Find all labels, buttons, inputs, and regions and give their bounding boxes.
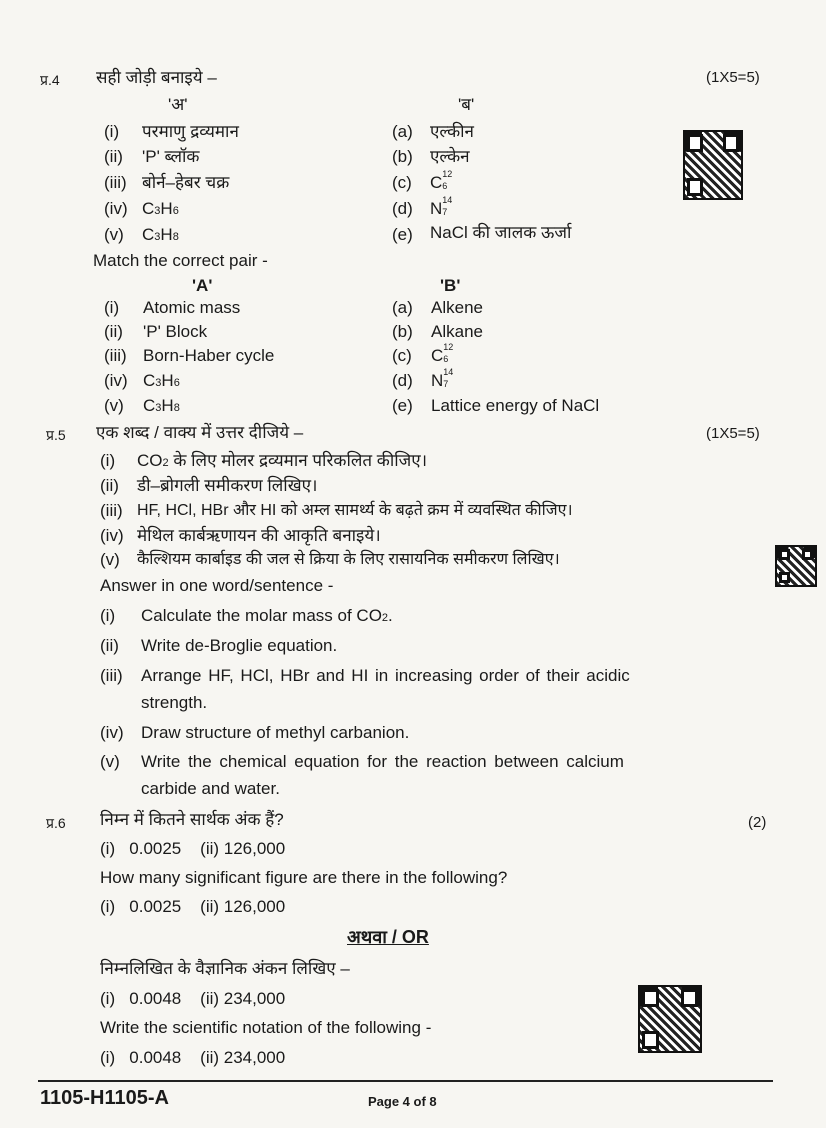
- row-item-a-formula: C3H8: [142, 225, 179, 244]
- row-item-b-nuclide: N 14 7: [430, 195, 453, 218]
- row-item-b-nuclide: C 12 6: [431, 342, 454, 365]
- item-number: (v): [100, 752, 120, 771]
- item-number: (iv): [100, 526, 124, 545]
- row-item-b: Alkene: [431, 298, 483, 317]
- row-number: (iv): [104, 371, 128, 390]
- row-number: (ii): [104, 322, 123, 341]
- item-text: Draw structure of methyl carbanion.: [141, 723, 410, 742]
- row-letter: (a): [392, 122, 413, 141]
- q6-alt-title-hindi: निम्नलिखित के वैज्ञानिक अंकन लिखिए –: [100, 959, 350, 978]
- paper-code: 1105-H1105-A: [40, 1087, 169, 1109]
- item-number: (v): [100, 550, 120, 569]
- item-number: (i): [100, 451, 116, 470]
- row-item-b: Alkane: [431, 322, 483, 341]
- row-letter: (d): [392, 371, 413, 390]
- row-item-b: एल्केन: [430, 147, 470, 166]
- row-item-a: Born-Haber cycle: [143, 346, 275, 365]
- item-text: Write the chemical equation for the reaction between calcium: [141, 752, 624, 771]
- q5-number: प्र.5: [46, 427, 66, 443]
- item-text: कैल्शियम कार्बाइड की जल से क्रिया के लिए रासायनिक समीकरण लिखिए।: [137, 551, 560, 568]
- row-item-b: एल्कीन: [430, 122, 474, 141]
- footer-divider: [38, 1080, 773, 1082]
- item-text: डी–ब्रोगली समीकरण लिखिए।: [137, 476, 318, 495]
- row-letter: (e): [392, 225, 413, 244]
- row-number: (iii): [104, 173, 127, 192]
- q6-title-english: How many significant figure are there in the following?: [100, 868, 508, 887]
- q6-values-hindi: (i) 0.0025 (ii) 126,000: [100, 839, 286, 858]
- row-item-a: 'P' Block: [143, 322, 208, 341]
- row-item-b: NaCl की जालक ऊर्जा: [430, 223, 572, 242]
- q6-alt-values-hindi: (i) 0.0048 (ii) 234,000: [100, 989, 286, 1008]
- or-separator: अथवा / OR: [347, 927, 429, 947]
- item-text: HF, HCl, HBr और HI को अम्ल सामर्थ्य के बढ़ते क्रम में व्यवस्थित कीजिए।: [137, 502, 573, 519]
- row-item-a-formula: C3H6: [142, 199, 179, 218]
- row-letter: (a): [392, 298, 413, 317]
- item-number: (iv): [100, 723, 124, 742]
- row-number: (i): [104, 298, 120, 317]
- q4-number: प्र.4: [40, 72, 60, 88]
- page-number: Page 4 of 8: [368, 1094, 437, 1109]
- row-item-a: परमाणु द्रव्यमान: [142, 122, 239, 141]
- q5-title-hindi: एक शब्द / वाक्य में उत्तर दीजिये –: [96, 423, 304, 442]
- q6-values-english: (i) 0.0025 (ii) 126,000: [100, 897, 286, 916]
- row-number: (v): [104, 225, 124, 244]
- q4-col-a-english: 'A': [192, 276, 213, 295]
- q4-title-english: Match the correct pair -: [93, 251, 268, 270]
- row-item-a: Atomic mass: [143, 298, 241, 317]
- row-letter: (b): [392, 147, 413, 166]
- item-text: Calculate the molar mass of CO2.: [141, 606, 393, 625]
- item-number: (iii): [100, 501, 123, 520]
- row-letter: (e): [392, 396, 413, 415]
- item-number: (i): [100, 606, 116, 625]
- qr-code-icon: [683, 130, 743, 200]
- row-item-b-nuclide: C 12 6: [430, 169, 453, 192]
- q4-col-b-english: 'B': [440, 276, 461, 295]
- q6-number: प्र.6: [46, 815, 66, 831]
- q4-col-a-hindi: 'अ': [168, 95, 188, 114]
- q6-alt-values-english: (i) 0.0048 (ii) 234,000: [100, 1048, 286, 1067]
- row-number: (iv): [104, 199, 128, 218]
- q5-marks: (1X5=5): [706, 425, 760, 442]
- row-letter: (c): [392, 346, 412, 365]
- item-number: (iii): [100, 666, 123, 685]
- qr-code-icon: [775, 545, 817, 587]
- q6-alt-title-english: Write the scientific notation of the following -: [100, 1018, 432, 1037]
- item-number: (ii): [100, 476, 119, 495]
- row-item-a-formula: C3H8: [143, 396, 180, 415]
- row-item-a: 'P' ब्लॉक: [142, 147, 200, 166]
- item-text: Arrange HF, HCl, HBr and HI in increasing order of their acidic: [141, 666, 630, 685]
- q4-col-b-hindi: 'ब': [458, 95, 475, 114]
- item-text: CO2 के लिए मोलर द्रव्यमान परिकलित कीजिए।: [137, 451, 428, 470]
- row-letter: (d): [392, 199, 413, 218]
- q4-marks: (1X5=5): [706, 69, 760, 86]
- q5-title-english: Answer in one word/sentence -: [100, 576, 334, 595]
- row-number: (ii): [104, 147, 123, 166]
- row-item-b-nuclide: N 14 7: [431, 367, 454, 390]
- item-text: Write de-Broglie equation.: [141, 636, 338, 655]
- row-letter: (c): [392, 173, 412, 192]
- item-number: (ii): [100, 636, 119, 655]
- item-text-continued: carbide and water.: [141, 779, 280, 798]
- row-number: (i): [104, 122, 120, 141]
- q6-title-hindi: निम्न में कितने सार्थक अंक हैं?: [100, 810, 284, 829]
- q6-marks: (2): [748, 814, 767, 831]
- item-text-continued: strength.: [141, 693, 208, 712]
- row-number: (iii): [104, 346, 127, 365]
- q4-title-hindi: सही जोड़ी बनाइये –: [96, 68, 217, 87]
- row-item-b: Lattice energy of NaCl: [431, 396, 600, 415]
- item-text: मेथिल कार्बऋणायन की आकृति बनाइये।: [137, 526, 381, 545]
- row-letter: (b): [392, 322, 413, 341]
- row-item-a: बोर्न–हेबर चक्र: [142, 173, 230, 192]
- qr-code-icon: [638, 985, 702, 1053]
- row-item-a-formula: C3H6: [143, 371, 180, 390]
- row-number: (v): [104, 396, 124, 415]
